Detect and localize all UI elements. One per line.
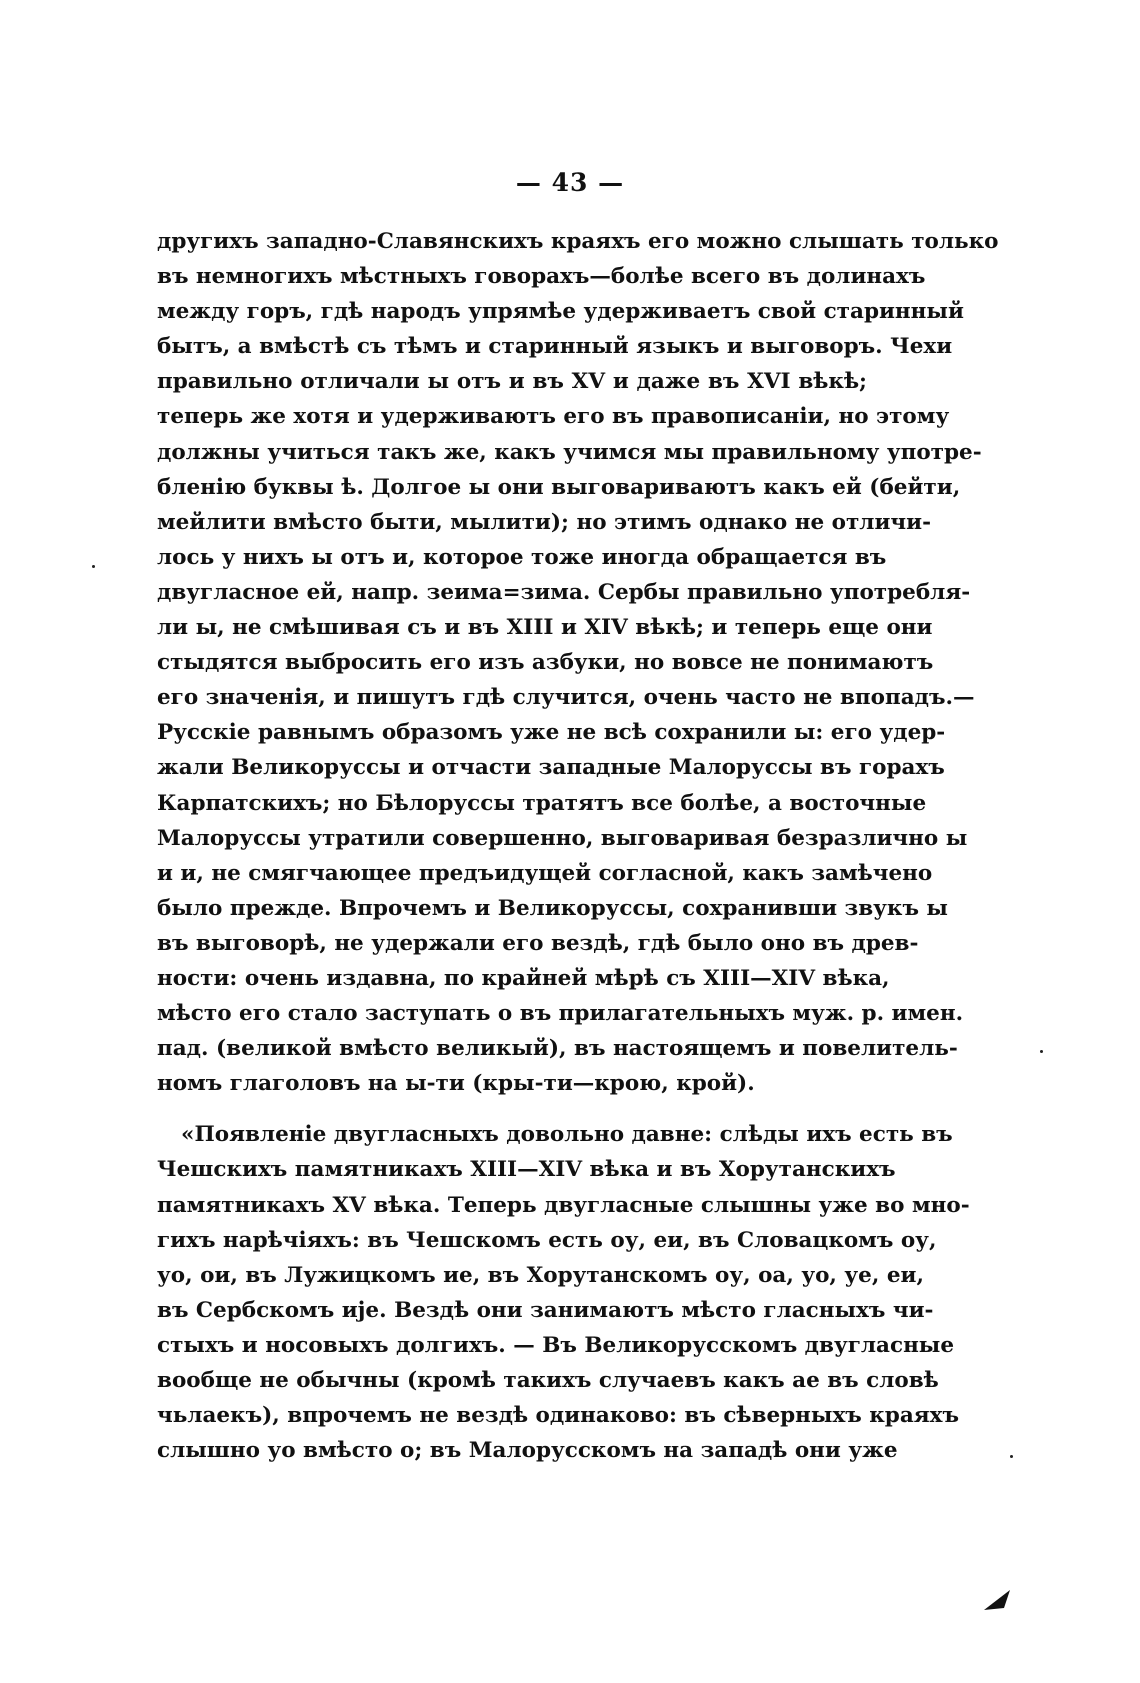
text-line: было прежде. Впрочемъ и Великоруссы, сохранивши звукъ ы [157,895,948,921]
text-line: Русскiе равнымъ образомъ уже не всѣ сохранили ы: его удер- [157,720,946,746]
text-line: теперь же хотя и удерживаютъ его въ правописанiи, но этому [157,404,950,430]
scan-speck [1040,1050,1043,1053]
text-line: стыдятся выбросить его изъ азбуки, но вовсе не понимаютъ [157,650,934,676]
page-number: — 43 — [515,168,625,197]
text-line: мѣсто его стало заступать о въ прилагательныхъ муж. р. имен. [157,1001,964,1027]
text-line: пад. (великой вмѣсто великый), въ настоящемъ и повелитель- [157,1036,958,1062]
text-line: жали Великоруссы и отчасти западные Малоруссы въ горахъ [157,755,945,781]
body-text [157,224,999,1468]
text-line: въ выговорѣ, не удержали его вездѣ, гдѣ было оно въ древ- [157,930,919,956]
text-line: ли ы, не смѣшивая съ и въ XIII и XIV вѣкѣ; и теперь еще они [157,615,933,641]
text-line: между горъ, гдѣ народъ упрямѣе удерживаетъ свой старинный [157,299,964,325]
text-line: мейлити вмѣсто быти, мылити); но этимъ однако не отличи- [157,509,931,535]
text-line: слышно уо вмѣсто о; въ Малорусскомъ на западѣ они уже [157,1438,898,1464]
text-line: должны учиться такъ же, какъ учимся мы правильному употре- [157,439,982,465]
text-line: правильно отличали ы отъ и въ XV и даже въ XVI вѣкѣ; [157,369,867,395]
text-line: чьлаекъ), впрочемъ не вездѣ одинаково: въ сѣверныхъ краяхъ [157,1403,959,1429]
text-line: Малоруссы утратили совершенно, выговаривая безразлично ы [157,825,968,851]
text-line: и и, не смягчающее предъидущей согласной, какъ замѣчено [157,860,933,886]
text-line: вообще не обычны (кромѣ такихъ случаевъ какъ ае въ словѣ [157,1368,939,1393]
text-line: Карпатскихъ; но Бѣлоруссы тратятъ все болѣе, а восточные [157,790,927,816]
scan-speck [1010,1455,1013,1458]
text-line: ности: очень издавна, по крайней мѣрѣ съ XIII—XIV вѣка, [157,965,890,991]
text-line: его значенiя, и пишутъ гдѣ случится, очень часто не впопадъ.— [157,685,975,711]
text-line: уо, ои, въ Лужицкомъ ие, въ Хорутанскомъ оу, оа, уо, уе, еи, [157,1262,924,1288]
text-line: бытъ, а вмѣстѣ съ тѣмъ и старинный языкъ и выговоръ. Чехи [157,334,953,360]
corner-ink-mark [982,1588,1012,1612]
text-line: въ немногихъ мѣстныхъ говорахъ—болѣе всего въ долинахъ [157,264,926,290]
text-line: другихъ западно-Славянскихъ краяхъ его можно слышать только [157,229,999,254]
text-line: номъ глаголовъ на ы-ти (кры-ти—крою, крой). [157,1071,755,1097]
text-line: памятникахъ XV вѣка. Теперь двугласные слышны уже во мно- [157,1192,970,1218]
text-line: въ Сербскомъ иjе. Вездѣ они занимаютъ мѣсто гласныхъ чи- [157,1297,934,1323]
text-line: двугласное ей, напр. зеима=зима. Сербы правильно употребля- [157,579,971,605]
text-line: гихъ нарѣчiяхъ: въ Чешскомъ есть оу, еи, въ Словацкомъ оу, [157,1227,937,1253]
text-line: «Появленiе двугласныхъ довольно давне: слѣды ихъ есть въ [181,1122,953,1148]
text-line: стыхъ и носовыхъ долгихъ. — Въ Великорусскомъ двугласные [157,1332,955,1358]
text-line: бленiю буквы ѣ. Долгое ы они выговариваютъ какъ ей (бейти, [157,474,961,500]
text-line: Чешскихъ памятникахъ XIII—XIV вѣка и въ Хорутанскихъ [157,1157,896,1183]
text-line: лось у нихъ ы отъ и, которое тоже иногда обращается въ [157,544,887,570]
paragraph-gap [157,1101,867,1117]
scan-speck [92,565,95,568]
